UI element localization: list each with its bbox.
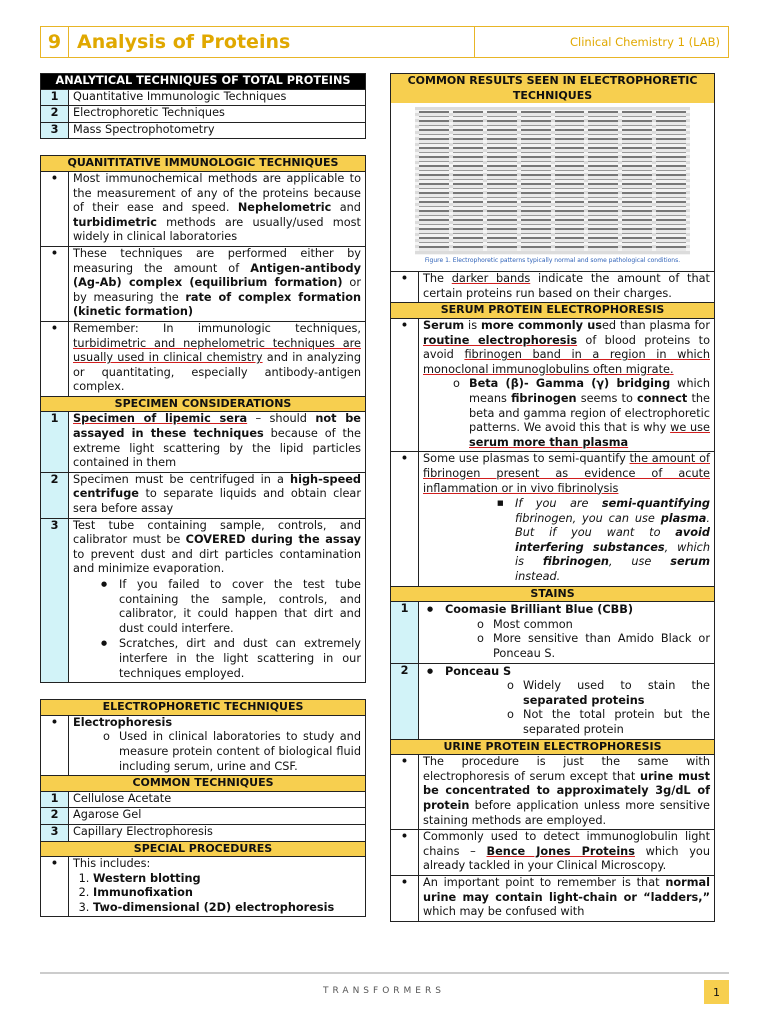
electrophoresis-figure [390,103,715,271]
table-heading: ANALYTICAL TECHNIQUES OF TOTAL PROTEINS [41,74,366,90]
table-row: 1 Quantitative Immunologic Techniques [41,89,366,106]
list-item: 1. Western blotting [93,872,361,887]
footer-divider [40,972,729,974]
table-row: 3 Test tube containing sample, controls, and calibrator must be COVERED during the assay to prevent dust and dirt particles contamination and minimize evaporation. ● If you failed to cover the test tube containing the sample, controls, and calibrator, it could happen that dirt and dust could interfere. ● Scratches, dirt and dust can extremely interfere in the light scattering in our techniques employed. [41,518,366,683]
table-row: 1 ● Coomasie Brilliant Blue (CBB) o Most common o More sensitive than Amido Black or Ponceau S. [391,602,715,663]
table-heading: SPECIMEN CONSIDERATIONS [41,396,366,412]
bullet-icon: • [391,272,419,303]
list-item: o Used in clinical laboratories to study and measure protein content of biological fluid including serum, urine and CSF. [73,730,361,774]
chapter-number: 9 [41,27,69,57]
table-row: 2 ● Ponceau S o Widely used to stain the separated proteins o Not the total protein but the separated protein [391,663,715,739]
electrophoretic-techniques-table [40,699,366,917]
electrophoresis-pattern-image [415,107,690,255]
bullet-row: • An important point to remember is that normal urine may contain light-chain or “ladders,” which may be confused with [391,875,715,921]
left-column [40,73,366,917]
bullet-icon: • [41,246,69,321]
bullet-icon: • [41,715,69,775]
bullet-row: • Remember: In immunologic techniques, turbidimetric and nephelometric techniques are usually used in clinical chemistry and in analyzing or quantitating, especially antibody-antigen complex. [41,321,366,396]
bullet-row: • Most immunochemical methods are applicable to the measurement of any of the proteins because of their ease and speed. Nephelometric and turbidimetric methods are usually/used most widely in clinical laboratories [41,171,366,246]
list-item: o More sensitive than Amido Black or Ponceau S. [423,632,710,661]
bullet-icon: • [41,857,69,917]
page-header [40,26,729,58]
table-row: 2 Agarose Gel [41,808,366,825]
list-item: o Not the total protein but the separated protein [423,708,710,737]
list-item: 3. Two-dimensional (2D) electrophoresis [93,901,361,916]
table-heading: SERUM PROTEIN ELECTROPHORESIS [391,303,715,319]
bullet-row: • Electrophoresis o Used in clinical laboratories to study and measure protein content of biological fluid including serum, urine and CSF. [41,715,366,775]
list-item: 2. Immunofixation [93,886,361,901]
list-item: o Widely used to stain the separated proteins [423,679,710,708]
bullet-row: • Commonly used to detect immunoglobulin light chains – Bence Jones Proteins which you already tackled in your Clinical Microscopy. [391,830,715,876]
course-name: Clinical Chemistry 1 (LAB) [570,35,720,49]
table-heading: QUANITITATIVE IMMUNOLOGIC TECHNIQUES [41,156,366,172]
bullet-icon: • [391,318,419,451]
table-heading: SPECIAL PROCEDURES [41,841,366,857]
bullet-icon: • [391,875,419,921]
bullet-icon: • [41,171,69,246]
bullet-icon: • [391,755,419,830]
bullet-row: • These techniques are performed either by measuring the amount of Antigen-antibody (Ag-Ab) complex (equilibrium formation) or by measuring the rate of complex formation (kinetic formation) [41,246,366,321]
bullet-icon: • [391,452,419,586]
figure-caption: Figure 1. Electrophoretic patterns typically normal and some pathological conditions. [424,257,681,265]
table-row: 1 Cellulose Acetate [41,791,366,808]
bullet-row: • Some use plasmas to semi-quantify the amount of fibrinogen present as evidence of acute inflammation or in vivo fibrinolysis ■ If you are semi-quantifying fibrinogen, you can use plasma. But if you want to avoid interfering substances, which is fibrinogen, use serum instead. [391,452,715,586]
table-heading: COMMON TECHNIQUES [41,776,366,792]
footer-text: TRANSFORMERS [323,986,445,996]
bullet-icon: • [391,830,419,876]
list-item: ■ If you are semi-quantifying fibrinogen, you can use plasma. But if you want to avoid interfering substances, which is fibrinogen, use serum instead. [423,496,710,585]
quantitative-immunologic-table [40,155,366,683]
right-column [390,73,715,922]
page-number: 1 [704,980,729,1004]
table-heading: ELECTROPHORETIC TECHNIQUES [41,700,366,716]
bullet-row: • Serum is more commonly used than plasma for routine electrophoresis of blood proteins to avoid fibrinogen band in a region in which monoclonal immunoglobulins often migrate. o Beta (β)- Gamma (γ) bridging which means fibrinogen seems to connect the beta and gamma region of electrophoretic patterns. We avoid this that is why we use serum more than plasma [391,318,715,451]
common-results-table [390,73,715,103]
table-row: 3 Capillary Electrophoresis [41,824,366,841]
list-item: o Beta (β)- Gamma (γ) bridging which means fibrinogen seems to connect the beta and gamma region of electrophoretic patterns. We avoid this that is why we use serum more than plasma [423,377,710,450]
table-row: 2 Electrophoretic Techniques [41,106,366,123]
bullet-row: • The procedure is just the same with electrophoresis of serum except that urine must be concentrated to approximately 3g/dL of protein before application unless more sensitive staining methods are employed. [391,755,715,830]
table-row: 1 Specimen of lipemic sera – should not be assayed in these techniques because of the extreme light scattering by the lipid particles contained in them [41,412,366,472]
analytical-techniques-table [40,73,366,139]
bullet-row: • The darker bands indicate the amount of that certain proteins run based on their charges. [391,272,715,303]
table-heading: COMMON RESULTS SEEN IN ELECTROPHORETIC TECHNIQUES [391,74,715,104]
table-row: 3 Mass Spectrophotometry [41,122,366,139]
table-heading: STAINS [391,586,715,602]
list-item: ● Scratches, dirt and dust can extremely interfere in the light scattering in our techniques employed. [73,636,361,681]
table-heading: URINE PROTEIN ELECTROPHORESIS [391,739,715,755]
bullet-icon: • [41,321,69,396]
list-item: ● If you failed to cover the test tube containing the sample, controls, and calibrator, it could happen that dirt and dust could interfere. [73,577,361,636]
list-item: o Most common [423,618,710,633]
table-row: 2 Specimen must be centrifuged in a high-speed centrifuge to separate liquids and obtain clear sera before assay [41,472,366,518]
bullet-row: • This includes: 1. Western blotting 2. Immunofixation 3. Two-dimensional (2D) electrophoresis [41,857,366,917]
page-title: Analysis of Proteins [69,27,475,57]
